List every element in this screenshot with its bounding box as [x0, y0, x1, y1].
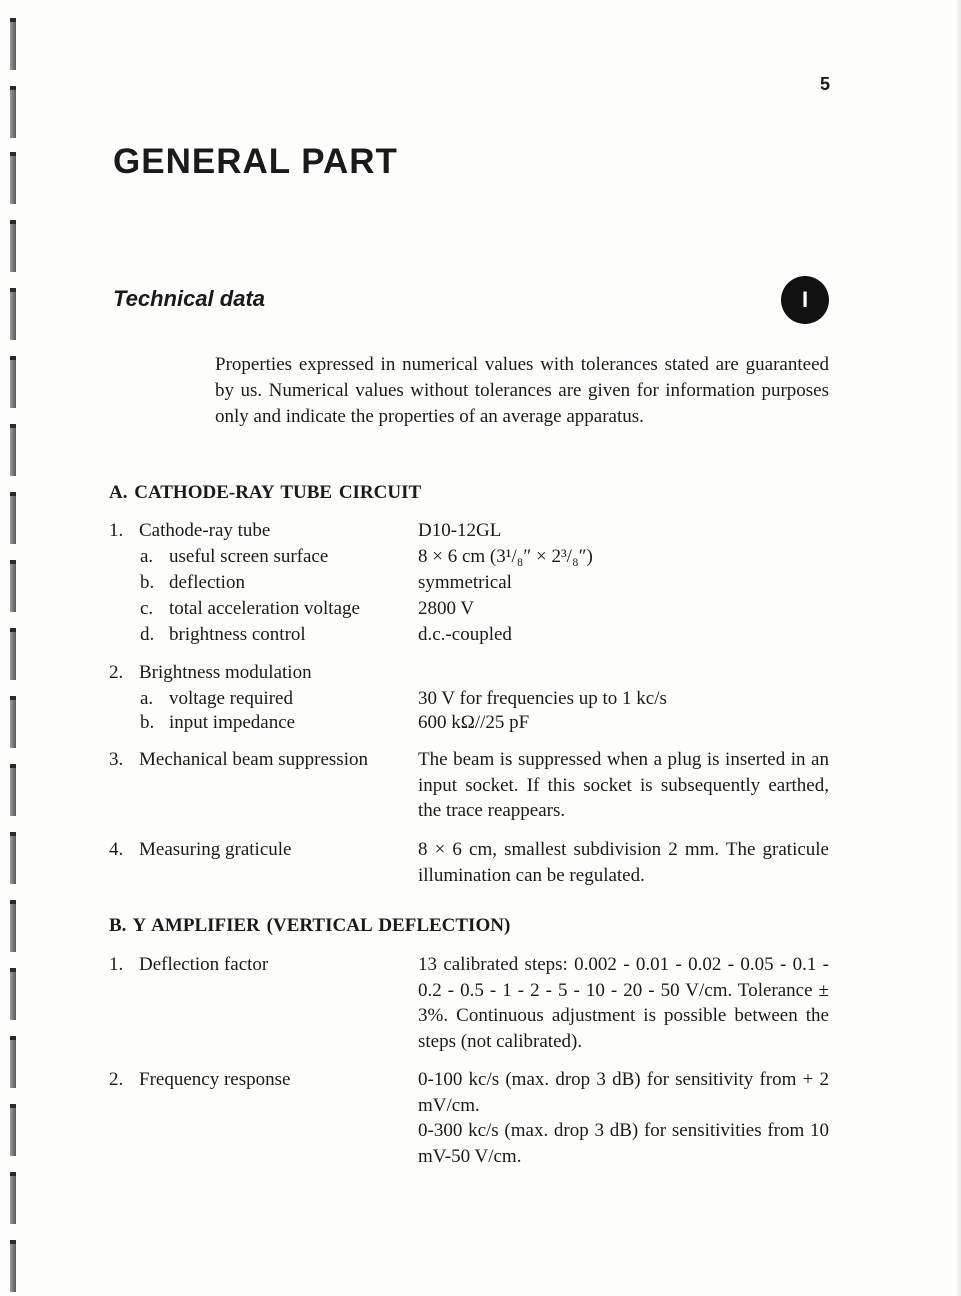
sub-label: brightness control — [169, 624, 306, 645]
item-number: 1. — [109, 520, 124, 541]
sub-label: useful screen surface — [169, 546, 329, 567]
page-edge-shadow — [955, 0, 961, 1296]
main-title: GENERAL PART — [113, 142, 398, 181]
intro-paragraph: Properties expressed in numerical values with tolerances stated are guaranteed by us. Numerical values without tolerances are given for information purposes only and indicate the properties of an average apparatus. — [215, 354, 829, 427]
page-number: 5 — [820, 74, 831, 94]
sub-value: 30 V for frequencies up to 1 kc/s — [418, 688, 667, 709]
sub-value: 2800 V — [418, 598, 475, 619]
item-value-paragraph: The beam is suppressed when a plug is inserted in an input socket. If this socket is subsequently earthed, the trace reappears. — [418, 749, 829, 821]
sub-letter: d. — [140, 624, 155, 645]
section-badge: I — [781, 276, 829, 324]
sub-letter: a. — [140, 546, 154, 567]
sub-label: total acceleration voltage — [169, 598, 360, 619]
sub-value: 8 × 6 cm (3¹/₈″ × 2³/₈″) — [418, 546, 593, 567]
item-number: 2. — [109, 662, 124, 683]
item-number: 1. — [109, 954, 124, 975]
section-a-heading: A. CATHODE-RAY TUBE CIRCUIT — [109, 482, 422, 503]
sub-letter: c. — [140, 598, 154, 619]
sub-label: input impedance — [169, 712, 296, 733]
section-title: Technical data — [113, 286, 266, 311]
sub-value: symmetrical — [418, 572, 512, 593]
binder-rings — [0, 0, 40, 1296]
item-number: 2. — [109, 1069, 124, 1090]
sub-letter: b. — [140, 712, 155, 733]
item-label: Cathode-ray tube — [139, 520, 271, 541]
item-label: Measuring graticule — [139, 839, 292, 860]
item-value: D10-12GL — [418, 520, 502, 541]
sub-label: voltage required — [169, 688, 293, 709]
sub-value: 600 kΩ//25 pF — [418, 712, 530, 733]
sub-value: d.c.-coupled — [418, 624, 512, 645]
item-value-paragraph: 8 × 6 cm, smallest subdivision 2 mm. The graticule illumination can be regulated. — [418, 839, 829, 886]
item-label: Deflection factor — [139, 954, 269, 975]
item-number: 3. — [109, 749, 124, 770]
item-label: Brightness modulation — [139, 662, 312, 683]
item-label: Mechanical beam suppression — [139, 749, 368, 770]
item-value-paragraph: 0-300 kc/s (max. drop 3 dB) for sensitivities from 10 mV-50 V/cm. — [418, 1120, 829, 1167]
item-number: 4. — [109, 839, 124, 860]
section-b-heading: B. Y AMPLIFIER (VERTICAL DEFLECTION) — [109, 915, 511, 936]
item-value-paragraph: 0-100 kc/s (max. drop 3 dB) for sensitivity from + 2 mV/cm. — [418, 1069, 829, 1116]
sub-letter: a. — [140, 688, 154, 709]
sub-label: deflection — [169, 572, 245, 593]
item-value-paragraph: 13 calibrated steps: 0.002 - 0.01 - 0.02 - 0.05 - 0.1 - 0.2 - 0.5 - 1 - 2 - 5 - 10 - 20 - 50 V/cm. Tolerance ± 3%. Continuous adjustment is possible between the steps (not calibrated). — [418, 954, 829, 1052]
sub-letter: b. — [140, 572, 155, 593]
item-label: Frequency response — [139, 1069, 291, 1090]
